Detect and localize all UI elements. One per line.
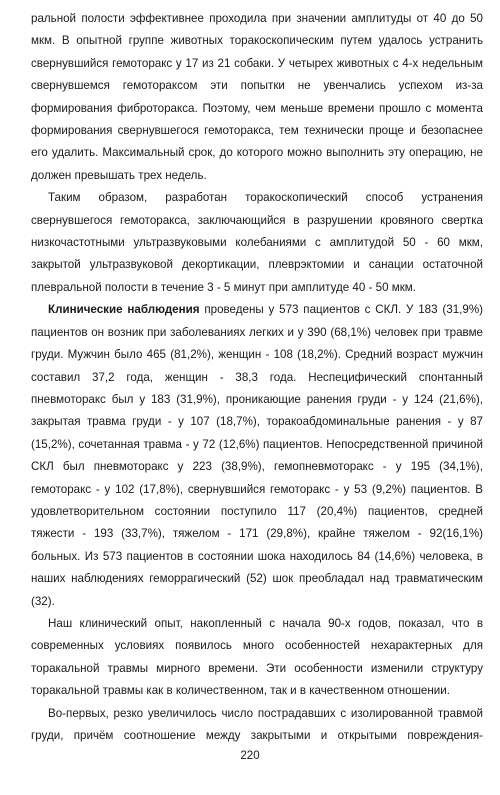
paragraph-text: Наш клинический опыт, накопленный с начала 90-х годов, показал, что в современных условиях появилось много особенностей нехарактерных для торакальной травмы мирного времени. Эти особенности изменили структуру торакальной травмы как в количественном, так и в качественном отношении.: [31, 616, 483, 698]
paragraph-2: [31, 187, 483, 299]
section-lead-heading: Клинические наблюдения: [48, 303, 200, 317]
page-number: 220: [240, 749, 260, 762]
paragraph-1: [31, 8, 483, 187]
paragraph-3: [31, 299, 483, 613]
paragraph-text: Таким образом, разработан торакоскопический способ устранения свернувшегося гемоторакса, заключающийся в разрушении кровяного свертка низкочастотными ультразвуковыми колебаниями с амплитудой 50 - 60 мкм, закрытой ультразвуковой декортикации, плеврэктомии и санации остаточной плевральной полости в течение 3 - 5 минут при амплитуде 40 - 50 мкм.: [31, 191, 483, 294]
paragraph-4: [31, 613, 483, 703]
body-text: [31, 8, 483, 747]
paragraph-5: [31, 703, 483, 748]
paragraph-text: проведены у 573 пациентов с СКЛ. У 183 (31,9%) пациентов он возник при заболеваниях легких и у 390 (68,1%) человек при травме груди. Мужчин было 465 (81,2%), женщин - 108 (18,2%). Средний возраст мужчин составил 37,2 года, женщин - 38,3 года. Неспецифический спонтанный пневмоторакс был у 183 (31,9%), проникающие ранения груди - у 124 (21,6%), закрытая травма груди - у 107 (18,7%), торакоабдоминальные ранения - у 87 (15,2%), сочетанная травма - у 72 (12,6%) пациентов. Непосредственной причиной СКЛ был пневмоторакс у 223 (38,9%), гемопневмоторакс - у 195 (34,1%), гемоторакс - у 102 (17,8%), свернувшийся гемоторакс - у 53 (9,2%) пациентов. В удовлетворительном состоянии поступило 117 (20,4%) пациентов, средней тяжести - 193 (33,7%), тяжелом - 171 (29,8%), крайне тяжелом - 92(16,1%) больных. Из 573 пациентов в состоянии шока находилось 84 (14,6%) человека, в наших наблюдениях геморрагический (52) шок преобладал над травматическим (32).: [31, 303, 483, 608]
paragraph-text: Во-первых, резко увеличилось число пострадавших с изолированной травмой груди, причём соотношение между закрытыми и открытыми повреждения-: [31, 706, 483, 742]
paragraph-text: ральной полости эффективнее проходила при значении амплитуды от 40 до 50 мкм. В опытной группе животных торакоскопическим путем удалось устранить свернувшийся гемоторакс у 17 из 21 собаки. У четырех животных с 4-х недельным свернувшемся гемотораксом эти попытки не увенчались успехом из-за формирования фиброторакса. Поэтому, чем меньше времени прошло с момента формирования свернувшегося гемоторакса, тем технически проще и безопаснее его удалить. Максимальный срок, до которого можно выполнить эту операцию, не должен превышать трех недель.: [31, 12, 483, 182]
